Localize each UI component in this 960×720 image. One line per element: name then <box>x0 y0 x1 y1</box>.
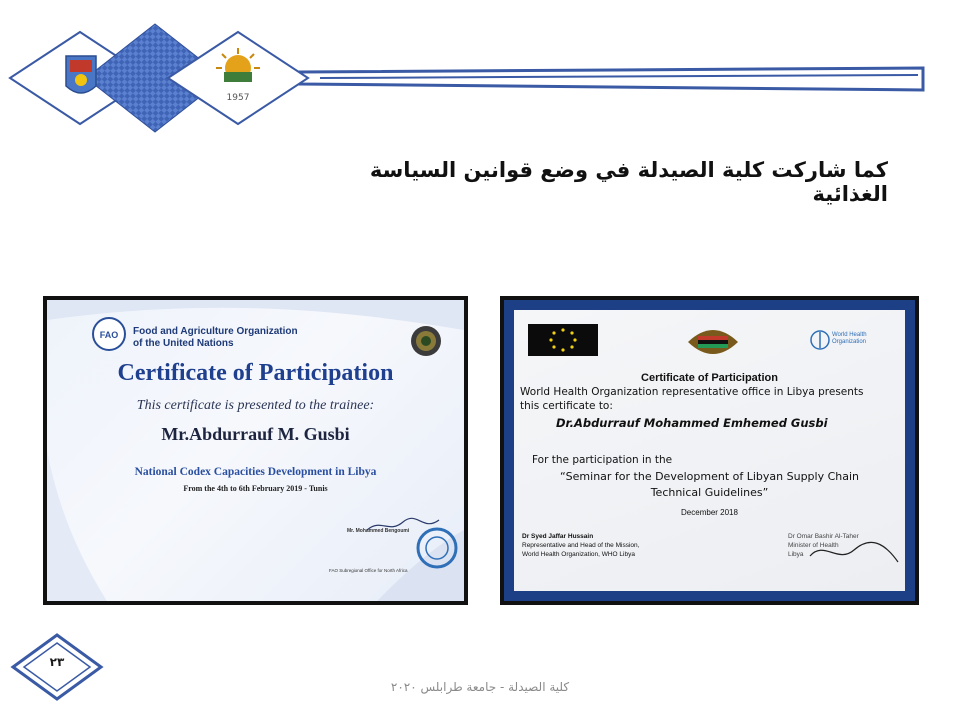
fao-cert-title: Certificate of Participation <box>117 360 394 386</box>
header-arrow-bar <box>300 68 923 90</box>
who-cert-seminar-line1: “Seminar for the Development of Libyan Supply Chain <box>559 470 860 483</box>
svg-text:FAO: FAO <box>99 330 119 340</box>
who-cert-name: Dr.Abdurrauf Mohammed Emhemed Gusbi <box>556 416 828 430</box>
who-signatory-right-role2: Libya <box>788 551 804 558</box>
who-signatory-right-role1: Minister of Health <box>788 542 839 549</box>
who-signatory-left-role1: Representative and Head of the Mission, <box>522 542 640 549</box>
fao-cert-program: National Codex Capacities Development in Libya <box>134 466 377 478</box>
fao-seal-icon <box>415 526 459 570</box>
who-signatory-right-name: Dr Omar Bashir Al-Taher <box>788 533 859 540</box>
eu-flag-icon <box>528 324 598 356</box>
pharmacy-faculty-logo <box>66 56 96 93</box>
slide-title: كما شاركت كلية الصيدلة في وضع قوانين السياسة الغذائية <box>369 158 888 206</box>
who-cert-line2: this certificate to: <box>520 400 613 412</box>
fao-cert-presented: This certificate is presented to the trainee: <box>136 398 375 413</box>
fao-certificate-image <box>43 296 468 605</box>
libya-emblem-icon <box>409 324 443 358</box>
who-signatory-left-role2: World Health Organization, WHO Libya <box>522 551 635 558</box>
page-number: ٢٣ <box>49 655 65 669</box>
who-logo-text <box>832 332 867 346</box>
who-signature-icon <box>804 536 904 570</box>
who-certificate-image <box>500 296 919 605</box>
header-decoration <box>0 0 960 140</box>
fao-org-name <box>133 326 298 350</box>
footer-text: كلية الصيدلة - جامعة طرابلس ٢٠٢٠ <box>390 680 570 694</box>
university-logo-year: 1957 <box>226 93 250 103</box>
who-logo-icon <box>810 330 830 350</box>
fao-logo-icon <box>91 316 127 352</box>
fao-org-line2: of the United Nations <box>133 338 234 349</box>
who-cert-seminar-line2: Technical Guidelines” <box>650 486 769 499</box>
fao-org-line1: Food and Agriculture Organization <box>133 326 298 337</box>
who-logo-line2: Organization <box>832 339 867 345</box>
who-cert-line1: World Health Organization representative office in Libya presents <box>520 386 864 398</box>
who-signatory-left <box>522 532 639 559</box>
fao-cert-dates: From the 4th to 6th February 2019 - Tunis <box>183 484 328 493</box>
fao-cert-name: Mr.Abdurrauf M. Gusbi <box>161 424 350 444</box>
fao-cert-signer: Mr. Mohammed Bengoumi <box>347 528 410 534</box>
who-logo-line1: World Health <box>832 332 867 338</box>
who-signatory-left-name: Dr Syed Jaffar Hussain <box>522 533 594 540</box>
fao-cert-office: FAO Subregional Office for North Africa <box>329 568 408 573</box>
libya-emblem-icon <box>684 322 742 362</box>
who-cert-title: Certificate of Participation <box>641 372 778 384</box>
who-cert-date: December 2018 <box>681 508 738 517</box>
who-cert-line3: For the participation in the <box>532 454 673 466</box>
